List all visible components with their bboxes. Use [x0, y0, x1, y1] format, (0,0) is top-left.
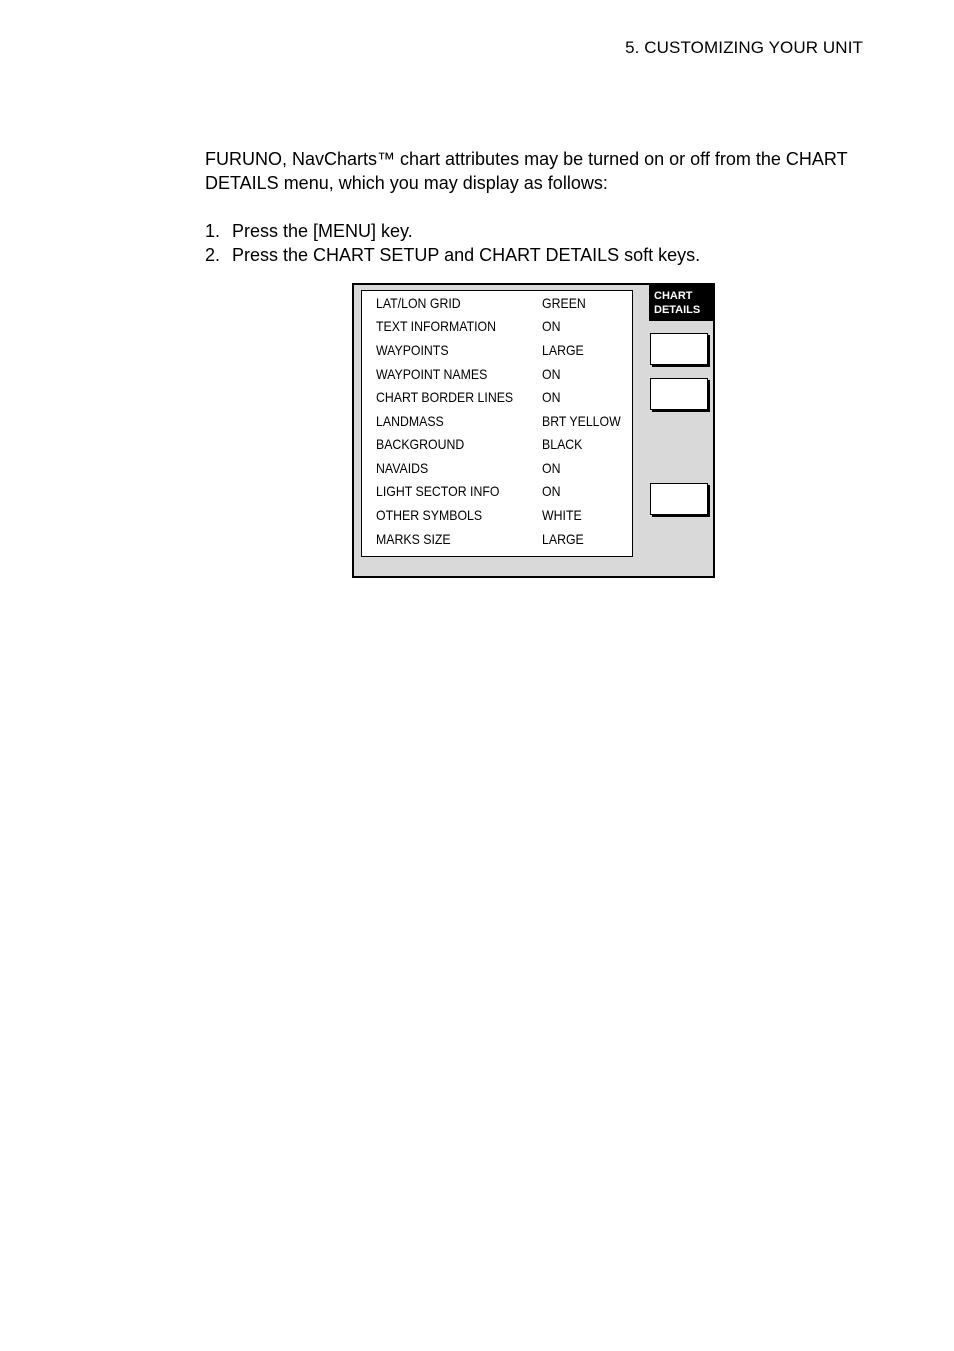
step-text: Press the [MENU] key.: [232, 221, 413, 241]
menu-item-value: LARGE: [542, 531, 584, 547]
menu-item-label[interactable]: OTHER SYMBOLS: [376, 507, 483, 523]
menu-item-value: ON: [542, 483, 561, 499]
menu-item-value: ON: [542, 460, 561, 476]
step-list: [205, 219, 700, 267]
softkey-title-line: DETAILS: [654, 304, 701, 316]
menu-item-value: BRT YELLOW: [542, 413, 621, 429]
step-text: Press the CHART SETUP and CHART DETAILS soft keys.: [232, 245, 701, 265]
soft-key-3[interactable]: [650, 483, 708, 515]
menu-item-label[interactable]: MARKS SIZE: [376, 531, 451, 547]
step-number: 1.: [205, 221, 221, 241]
menu-item-label[interactable]: TEXT INFORMATION: [376, 318, 497, 334]
chart-details-screen: [352, 283, 715, 578]
menu-item-label[interactable]: WAYPOINTS: [376, 342, 449, 358]
menu-item-label[interactable]: LANDMASS: [376, 413, 444, 429]
menu-item-label[interactable]: NAVAIDS: [376, 460, 429, 476]
menu-item-value: ON: [542, 389, 561, 405]
menu-item-value: WHITE: [542, 507, 582, 523]
softkey-title-line: CHART: [654, 290, 693, 302]
soft-key-1[interactable]: [650, 333, 708, 365]
menu-item-value: ON: [542, 318, 561, 334]
menu-item-value: LARGE: [542, 342, 584, 358]
menu-item-label[interactable]: CHART BORDER LINES: [376, 389, 514, 405]
step-number: 2.: [205, 245, 221, 265]
menu-item-label[interactable]: WAYPOINT NAMES: [376, 366, 488, 382]
menu-item-value: GREEN: [542, 295, 586, 311]
intro-paragraph: FURUNO, NavCharts™ chart attributes may be turned on or off from the CHART DETAILS menu, which you may display as follows:: [205, 149, 848, 193]
menu-item-value: ON: [542, 366, 561, 382]
menu-item-value: BLACK: [542, 436, 583, 452]
menu-item-label[interactable]: LAT/LON GRID: [376, 295, 461, 311]
softkey-title: [649, 285, 713, 321]
step-item: [205, 219, 700, 243]
step-item: [205, 243, 700, 267]
soft-key-2[interactable]: [650, 378, 708, 410]
page-header: 5. CUSTOMIZING YOUR UNIT: [625, 38, 863, 57]
menu-item-label[interactable]: LIGHT SECTOR INFO: [376, 483, 500, 499]
menu-item-label[interactable]: BACKGROUND: [376, 436, 465, 452]
chart-details-menu: [361, 290, 633, 557]
